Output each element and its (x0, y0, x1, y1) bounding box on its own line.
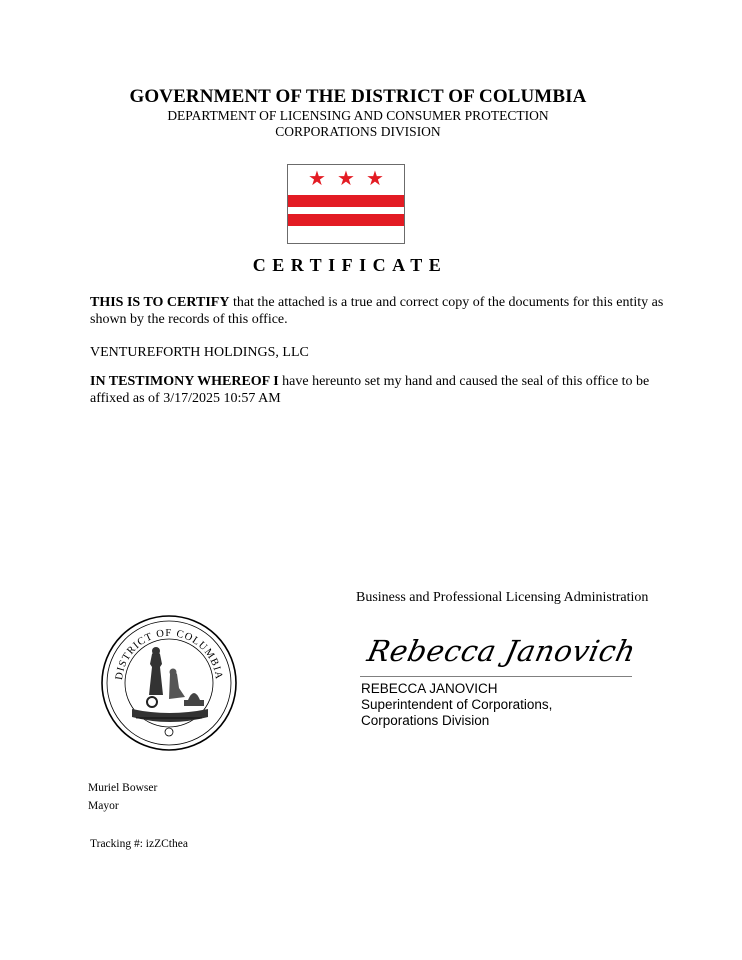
district-seal-icon (100, 614, 238, 752)
certify-lead: THIS IS TO CERTIFY (90, 295, 230, 310)
flag-stripe (288, 214, 404, 226)
header-title: GOVERNMENT OF THE DISTRICT OF COLUMBIA (129, 86, 587, 107)
testimony-lead: IN TESTIMONY WHEREOF I (90, 374, 279, 389)
dc-flag-icon (287, 164, 405, 244)
flag-star-icon: ★ (308, 166, 326, 190)
signer-name: REBECCA JANOVICH (361, 681, 498, 696)
mayor-title: Mayor (88, 800, 119, 812)
signature-script: Rebecca Janovich (364, 634, 639, 668)
flag-star-icon: ★ (366, 166, 384, 190)
entity-name: VENTUREFORTH HOLDINGS, LLC (90, 345, 309, 360)
flag-star-icon: ★ (337, 166, 355, 190)
signer-title-line1: Superintendent of Corporations, (361, 697, 553, 712)
testimony-paragraph (90, 373, 670, 407)
certificate-title: CERTIFICATE (252, 255, 448, 275)
signer-title-line2: Corporations Division (361, 713, 490, 728)
testimony-text: have hereunto set my hand and caused the seal of this office to be affixed as of 3/17/2025 10:57 AM (90, 374, 650, 406)
flag-stripe (288, 195, 404, 207)
certify-text: that the attached is a true and correct copy of the documents for this entity as shown by the records of this office. (90, 295, 664, 327)
certify-paragraph (90, 294, 670, 328)
header-division: CORPORATIONS DIVISION (275, 124, 441, 139)
seal-text: DISTRICT OF COLUMBIA (113, 627, 225, 681)
mayor-name: Muriel Bowser (88, 782, 158, 794)
signature-line (360, 676, 632, 677)
administration-name: Business and Professional Licensing Administration (356, 590, 649, 605)
header-department: DEPARTMENT OF LICENSING AND CONSUMER PROTECTION (167, 108, 549, 123)
tracking-number: Tracking #: izZCthea (90, 838, 188, 850)
